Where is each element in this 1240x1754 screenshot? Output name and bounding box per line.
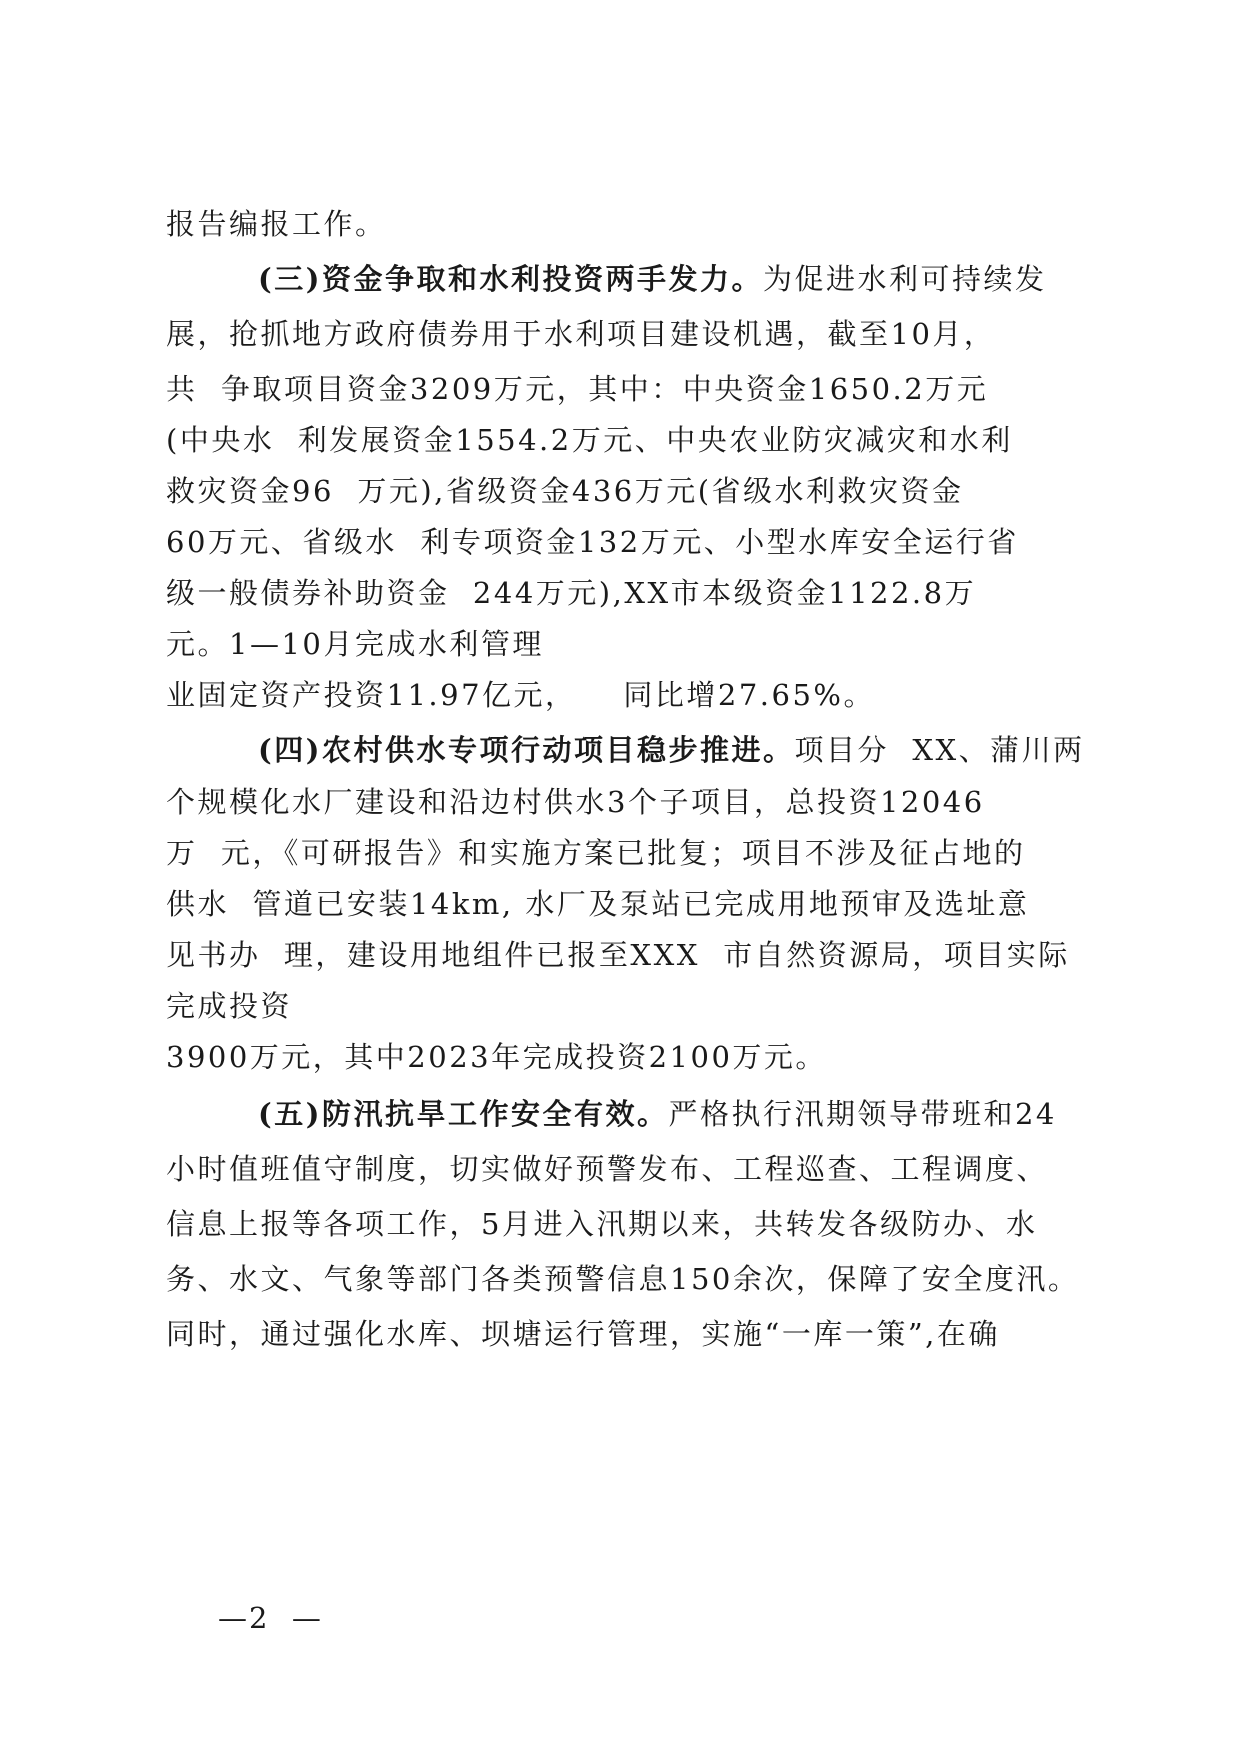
- section-5-first-line: [258, 1092, 1057, 1136]
- body-line: 级一般债券补助资金 244万元),XX市本级资金1122.8万: [166, 576, 977, 610]
- section-5-heading: (五)防汛抗旱工作安全有效。: [258, 1097, 669, 1131]
- section-3-heading: (三)资金争取和水利投资两手发力。: [258, 262, 763, 296]
- body-line: 救灾资金96 万元),省级资金436万元(省级水利救灾资金: [166, 474, 964, 508]
- body-line: 万 元，《可研报告》和实施方案已批复；项目不涉及征占地的: [166, 836, 1026, 870]
- body-line: 个规模化水厂建设和沿边村供水3个子项目，总投资12046: [166, 785, 985, 819]
- section-4-heading: (四)农村供水专项行动项目稳步推进。: [258, 733, 795, 767]
- body-line: 小时值班值守制度，切实做好预警发布、工程巡查、工程调度、: [166, 1152, 1049, 1186]
- body-line: 60万元、省级水 利专项资金132万元、小型水库安全运行省: [166, 525, 1019, 559]
- body-line: 报告编报工作。: [166, 207, 387, 241]
- body-line: 业固定资产投资11.97亿元， 同比增27.65%。: [166, 678, 875, 712]
- body-text: 项目分 XX、蒲川两: [794, 733, 1085, 767]
- body-line: 供水 管道已安装14km, 水厂及泵站已完成用地预审及选址意: [166, 887, 1030, 921]
- body-text: 为促进水利可持续发: [762, 262, 1047, 296]
- section-4-first-line: [258, 728, 1085, 772]
- body-line: 完成投资: [166, 989, 293, 1023]
- section-3-first-line: [258, 257, 1046, 301]
- body-line: 元。1—10月完成水利管理: [166, 627, 544, 661]
- body-text: 严格执行汛期领导带班和24: [668, 1097, 1057, 1131]
- body-line: 信息上报等各项工作，5月进入汛期以来，共转发各级防办、水: [166, 1207, 1038, 1241]
- body-line: 务、水文、气象等部门各类预警信息150余次，保障了安全度汛。: [166, 1262, 1080, 1296]
- body-line: 共 争取项目资金3209万元，其中：中央资金1650.2万元: [166, 372, 989, 406]
- body-line: 展，抢抓地方政府债券用于水利项目建设机遇，截至10月，: [166, 317, 996, 351]
- body-line: (中央水 利发展资金1554.2万元、中央农业防灾减灾和水利: [166, 423, 1013, 457]
- body-line: 见书办 理，建设用地组件已报至XXX 市自然资源局，项目实际: [166, 938, 1070, 972]
- body-line: 同时，通过强化水库、坝塘运行管理，实施“一库一策”,在确: [166, 1317, 1000, 1351]
- page-number: —2 —: [218, 1601, 323, 1635]
- body-line: 3900万元，其中2023年完成投资2100万元。: [166, 1040, 827, 1074]
